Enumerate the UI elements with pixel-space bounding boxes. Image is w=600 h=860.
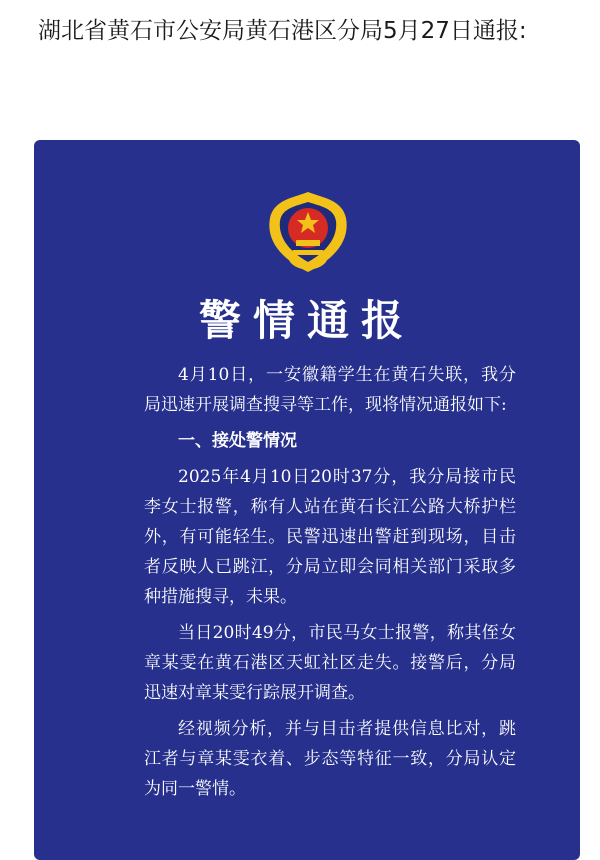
notice-body (144, 360, 516, 810)
section-heading: 一、接处警情况 (178, 431, 297, 451)
body-paragraph: 当日20时49分，市民马女士报警，称其侄女章某雯在黄石港区天虹社区走失。接警后，分局迅速对章某雯行踪展开调查。 (144, 623, 516, 703)
police-emblem-icon (266, 188, 350, 276)
post-headline: 湖北省黄石市公安局黄石港区分局5月27日通报: (38, 18, 527, 44)
body-paragraph: 经视频分析，并与目击者提供信息比对，跳江者与章某雯衣着、步态等特征一致，分局认定为同一警情。 (144, 719, 516, 799)
intro-paragraph: 4月10日，一安徽籍学生在黄石失联，我分局迅速开展调查搜寻等工作，现将情况通报如下: (144, 365, 516, 415)
notice-title: 警情通报 (198, 296, 415, 345)
police-notice-card (34, 140, 580, 860)
body-paragraph: 2025年4月10日20时37分，我分局接市民李女士报警，称有人站在黄石长江公路大桥护栏外，有可能轻生。民警迅速出警赶到现场，目击者反映人已跳江，分局立即会同相关部门采取多种措施搜寻，未果。 (144, 467, 516, 607)
